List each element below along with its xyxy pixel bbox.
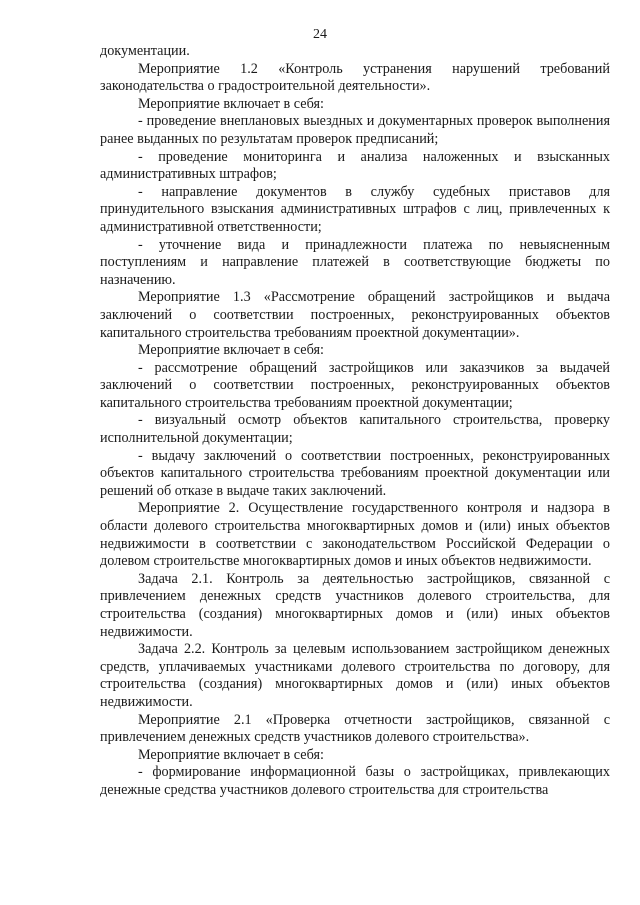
page-number: 24 [313,27,327,42]
document-body [100,43,610,800]
paragraph-task-2-2: Задача 2.2. Контроль за целевым использованием застройщиком денежных средств, уплачиваемых участниками долевого строительства по договору, для строительства (создания) многоквартирных домов и (или) иных объектов недвижимости. [100,641,610,710]
paragraph-includes: Мероприятие включает в себя: [138,746,324,763]
list-item: - выдачу заключений о соответствии построенных, реконструированных объектов капитального строительства требованиям проектной документации или решений об отказе в выдаче таких заключений. [100,447,610,499]
paragraph-measure-2: Мероприятие 2. Осуществление государственного контроля и надзора в области долевого строительства многоквартирных домов и (или) иных объектов недвижимости в соответствии с законодательством Российской Федерации о долевом строительстве многоквартирных домов и иных объектов недвижимости. [100,500,610,570]
list-item: - проведение мониторинга и анализа наложенных и взысканных административных штрафов; [100,148,610,183]
list-item: - направление документов в службу судебных приставов для принудительного взыскания административных штрафов с лиц, привлеченных к административной ответственности; [100,183,610,235]
list-item: - рассмотрение обращений застройщиков или заказчиков за выдачей заключений о соответствии построенных, реконструированных объектов капитального строительства требованиям проектной документации; [100,359,610,411]
paragraph-measure-1-2: Мероприятие 1.2 «Контроль устранения нарушений требований законодательства о градостроительной деятельности». [100,60,610,95]
paragraph-includes: Мероприятие включает в себя: [138,342,324,359]
list-item: - формирование информационной базы о застройщиках, привлекающих денежные средства участников долевого строительства для строительства [100,764,610,798]
paragraph-continuation: документации. [100,43,190,59]
list-item: - уточнение вида и принадлежности платежа по невыясненным поступлениям и направление платежей в соответствующие бюджеты по назначению. [100,236,610,288]
list-item: - проведение внеплановых выездных и документарных проверок выполнения ранее выданных по результатам проверок предписаний; [100,113,610,147]
paragraph-includes: Мероприятие включает в себя: [138,95,324,112]
paragraph-measure-1-3: Мероприятие 1.3 «Рассмотрение обращений застройщиков и выдача заключений о соответствии построенных, реконструированных объектов капитального строительства требованиям проектной документации». [100,289,610,341]
list-item: - визуальный осмотр объектов капитального строительства, проверку исполнительной документации; [100,412,610,447]
paragraph-task-2-1: Задача 2.1. Контроль за деятельностью застройщиков, связанной с привлечением денежных средств участников долевого строительства, для строительства (создания) многоквартирных домов и (или) иных объектов недвижимости. [100,570,610,640]
paragraph-measure-2-1: Мероприятие 2.1 «Проверка отчетности застройщиков, связанной с привлечением денежных средств участников долевого строительства». [100,711,610,746]
